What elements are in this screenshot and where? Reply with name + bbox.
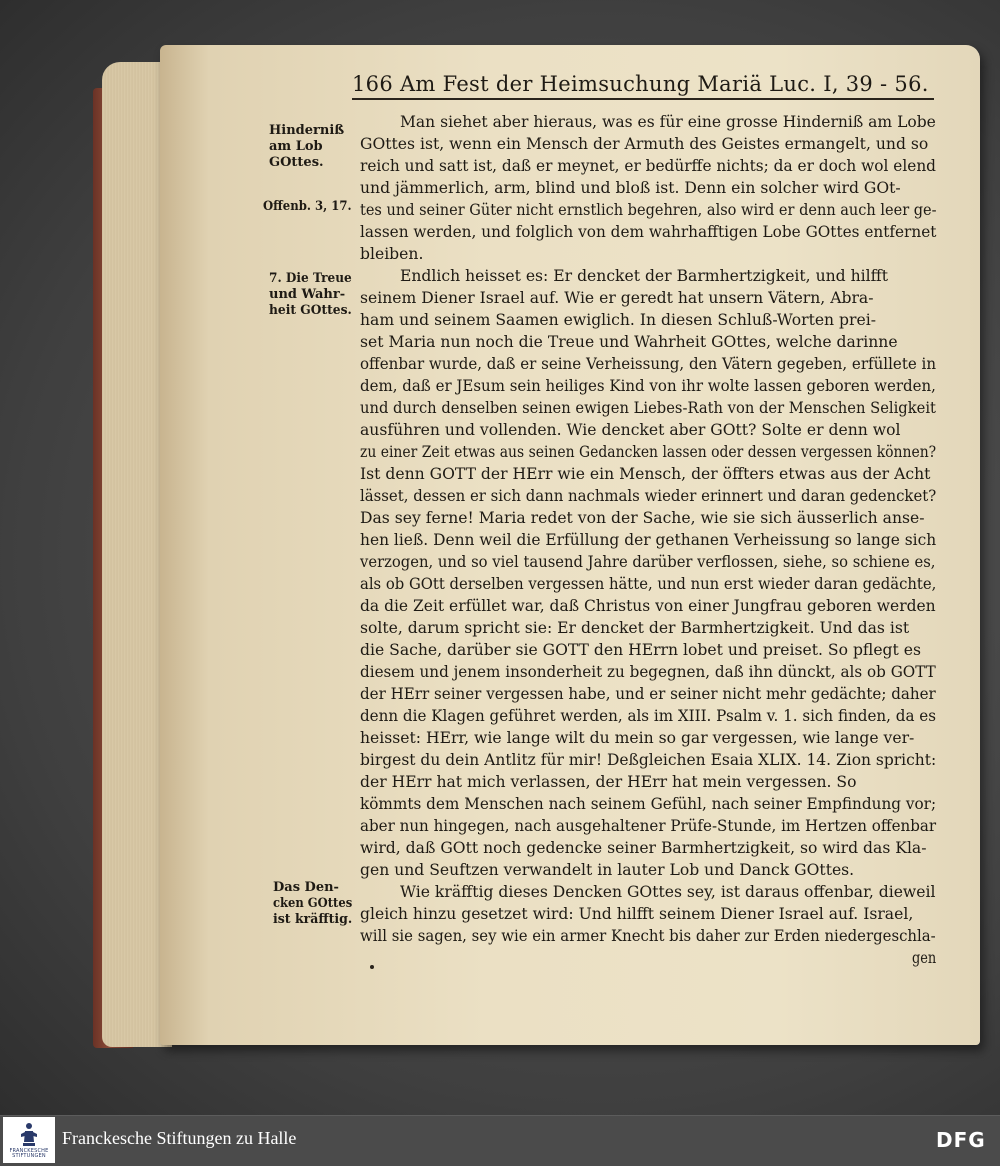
side-note: cken GOttes xyxy=(273,896,353,911)
running-head: 166 Am Fest der Heimsuchung Mariä Luc. I, 39 - 56. xyxy=(352,72,929,96)
header-rule xyxy=(352,98,934,100)
side-note: ist kräfftig. xyxy=(273,912,353,927)
text-line: gleich hinzu gesetzet wird: Und hilfft seinem Diener Israel auf. Israel, xyxy=(360,905,914,923)
logo-text-line: FRANCKESCHE xyxy=(9,1148,49,1154)
text-line: und durch denselben seinen ewigen Liebes-Rath von der Menschen Seligkeit xyxy=(360,399,936,417)
text-line: und jämmerlich, arm, blind und bloß ist. Denn ein solcher wird GOt- xyxy=(360,179,901,197)
text-line: reich und satt ist, daß er meynet, er bedürffe nichts; da er doch wol elend xyxy=(360,157,937,175)
text-line: gen und Seuftzen verwandelt in lauter Lob und Danck GOttes. xyxy=(360,861,855,879)
text-line: birgest du dein Antlitz für mir! Deßgleichen Esaia XLIX. 14. Zion spricht: xyxy=(360,751,937,769)
text-line: ausführen und vollenden. Wie dencket aber GOtt? Solte er denn wol xyxy=(360,421,901,439)
footer-title: Franckesche Stiftungen zu Halle xyxy=(62,1128,297,1148)
text-line: zu einer Zeit etwas aus seinen Gedancken lassen oder dessen vergessen können? xyxy=(360,443,937,461)
text-line: tes und seiner Güter nicht ernstlich begehren, also wird er denn auch leer ge- xyxy=(360,201,937,219)
catchword: gen xyxy=(912,949,937,967)
side-note: Offenb. 3, 17. xyxy=(263,199,352,214)
text-line: kömmts dem Menschen nach seinem Gefühl, nach seiner Empfindung vor; xyxy=(360,795,937,813)
text-line: hen ließ. Denn weil die Erfüllung der gethanen Verheissung so lange sich xyxy=(360,531,937,549)
text-line: GOttes ist, wenn ein Mensch der Armuth des Geistes ermangelt, und so xyxy=(360,135,929,153)
side-note: Das Den- xyxy=(273,880,339,895)
text-line: verzogen, und so viel tausend Jahre darüber verflossen, siehe, so schiene es, xyxy=(360,553,936,571)
side-note: GOttes. xyxy=(269,155,324,170)
text-line: bleiben. xyxy=(360,245,424,263)
text-line: Ist denn GOTT der HErr wie ein Mensch, der öffters etwas aus der Acht xyxy=(360,465,931,483)
logo-text xyxy=(4,1149,54,1159)
dfg-logo[interactable]: DFG xyxy=(936,1128,986,1152)
text-line: diesem und jenem insonderheit zu begegnen, daß ihn dünckt, als ob GOTT xyxy=(360,663,936,681)
side-note: heit GOttes. xyxy=(269,303,352,318)
text-line: will sie sagen, sey wie ein armer Knecht bis daher zur Erden niedergeschla- xyxy=(360,927,936,945)
text-line: Das sey ferne! Maria redet von der Sache, wie sie sich äusserlich anse- xyxy=(360,509,925,527)
text-line: denn die Klagen geführet werden, als im XIII. Psalm v. 1. sich finden, da es xyxy=(360,707,936,725)
text-line: die Sache, darüber sie GOTT den HErrn lobet und preiset. So pflegt es xyxy=(360,641,921,659)
text-line: set Maria nun noch die Treue und Wahrheit GOttes, welche darinne xyxy=(360,333,898,351)
text-line: lässet, dessen er sich dann nachmals wieder erinnert und daran gedencket? xyxy=(360,487,937,505)
text-line: Man siehet aber hieraus, was es für eine grosse Hinderniß am Lobe xyxy=(400,113,936,131)
side-note: 7. Die Treue xyxy=(269,271,352,286)
side-note: und Wahr- xyxy=(269,287,346,302)
logo-text-line: STIFTUNGEN xyxy=(12,1153,46,1159)
text-line: Endlich heisset es: Er dencket der Barmhertzigkeit, und hilfft xyxy=(400,267,888,285)
side-note: am Lob xyxy=(269,139,323,154)
text-line: solte, darum spricht sie: Er dencket der Barmhertzigkeit. Und das ist xyxy=(360,619,910,637)
text-line: als ob GOtt derselben vergessen hätte, und nun erst wieder daran gedächte, xyxy=(360,575,937,593)
text-line: offenbar wurde, daß er seine Verheissung, den Vätern gegeben, erfüllete in xyxy=(360,355,937,373)
ink-dot xyxy=(370,965,374,969)
text-line: ham und seinem Saamen ewiglich. In diesen Schluß-Worten prei- xyxy=(360,311,876,329)
text-line: dem, daß er JEsum sein heiliges Kind von ihr wolte lassen geboren werden, xyxy=(360,377,936,395)
text-line: seinem Diener Israel auf. Wie er geredt hat unsern Vätern, Abra- xyxy=(360,289,874,307)
text-line: lassen werden, und folglich von dem wahrhafftigen Lobe GOttes entfernet xyxy=(360,223,937,241)
text-line: der HErr seiner vergessen habe, und er seiner nicht mehr gedächte; daher xyxy=(360,685,936,703)
text-line: da die Zeit erfüllet war, daß Christus von einer Jungfrau geboren werden xyxy=(360,597,936,615)
logo-figure-icon xyxy=(19,1122,39,1148)
text-line: heisset: HErr, wie lange wilt du mein so gar vergessen, wie lange ver- xyxy=(360,729,915,747)
text-line: der HErr hat mich verlassen, der HErr hat mein vergessen. So xyxy=(360,773,857,791)
text-line: wird, daß GOtt noch gedencke seiner Barmhertzigkeit, so wird das Kla- xyxy=(360,839,927,857)
side-note: Hinderniß xyxy=(269,123,345,138)
text-line: Wie kräfftig dieses Dencken GOttes sey, ist daraus offenbar, dieweil xyxy=(400,883,936,901)
text-line: aber nun hingegen, nach ausgehaltener Prüfe-Stunde, im Hertzen offenbar xyxy=(360,817,937,835)
